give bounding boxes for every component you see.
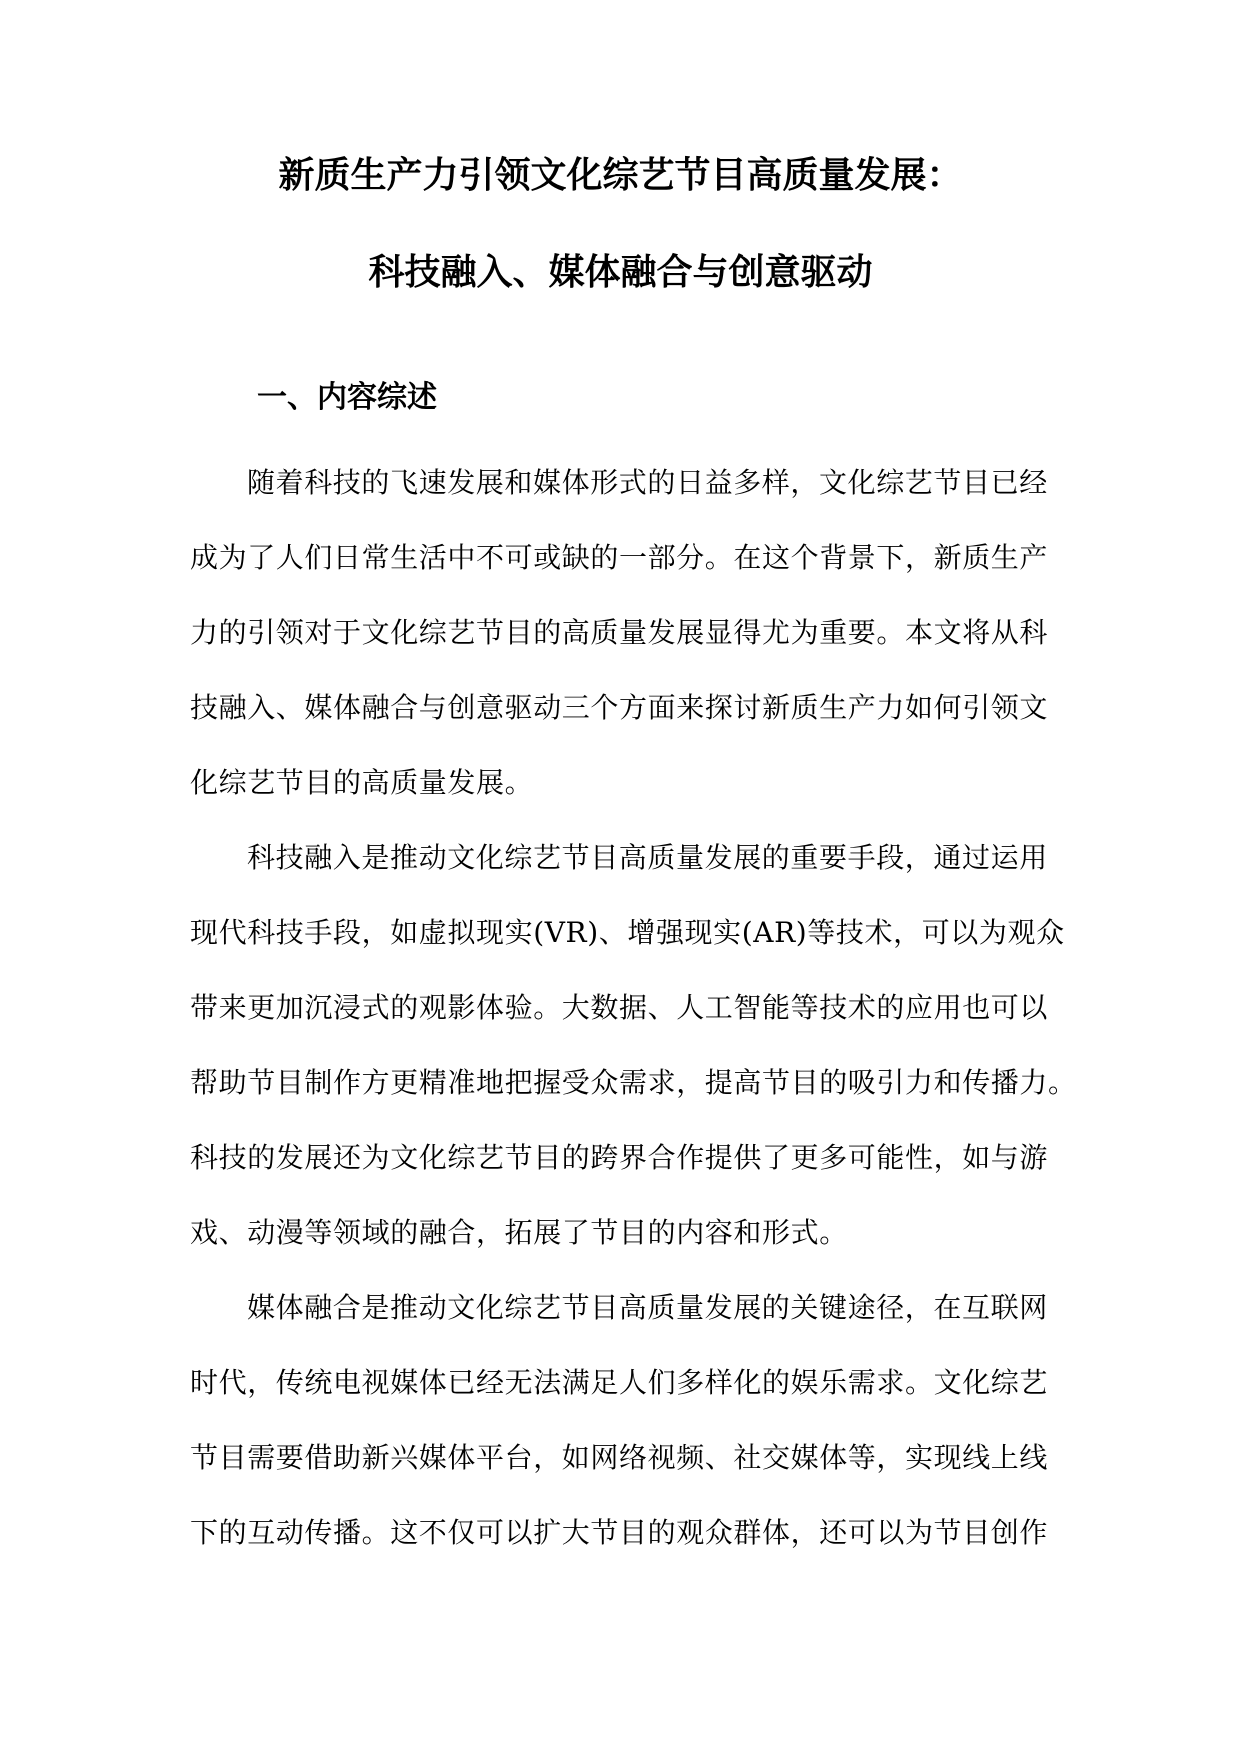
- document-title-line-2: 科技融入、媒体融合与创意驱动: [368, 252, 873, 293]
- paragraph-1: [190, 445, 1056, 820]
- paragraph-line: 力的引领对于文化综艺节目的高质量发展显得尤为重要。本文将从科: [190, 616, 1049, 649]
- paragraph-line: 媒体融合是推动文化综艺节目高质量发展的关键途径，在互联网: [247, 1291, 1048, 1324]
- paragraph-line: 下的互动传播。这不仅可以扩大节目的观众群体，还可以为节目创作: [190, 1516, 1049, 1549]
- body-text: [190, 445, 1077, 1570]
- paragraph-line: 带来更加沉浸式的观影体验。大数据、人工智能等技术的应用也可以: [190, 991, 1049, 1024]
- paragraph-line: 成为了人们日常生活中不可或缺的一部分。在这个背景下，新质生产: [190, 541, 1049, 574]
- paragraph-line: 戏、动漫等领域的融合，拓展了节目的内容和形式。: [190, 1216, 848, 1249]
- paragraph-line: 技融入、媒体融合与创意驱动三个方面来探讨新质生产力如何引领文: [190, 691, 1049, 724]
- paragraph-line: 随着科技的飞速发展和媒体形式的日益多样，文化综艺节目已经: [247, 466, 1048, 499]
- paragraph-line: 科技的发展还为文化综艺节目的跨界合作提供了更多可能性，如与游: [190, 1141, 1049, 1174]
- paragraph-line: 化综艺节目的高质量发展。: [190, 766, 534, 799]
- paragraph-line: 帮助节目制作方更精准地把握受众需求，提高节目的吸引力和传播力。: [190, 1066, 1077, 1099]
- paragraph-line: 节目需要借助新兴媒体平台，如网络视频、社交媒体等，实现线上线: [190, 1441, 1049, 1474]
- paragraph-line: 现代科技手段，如虚拟现实(VR)、增强现实(AR)等技术，可以为观众: [190, 916, 1065, 949]
- document-title-line-1: 新质生产力引领文化综艺节目高质量发展：: [278, 155, 963, 196]
- paragraph-line: 时代，传统电视媒体已经无法满足人们多样化的娱乐需求。文化综艺: [190, 1366, 1049, 1399]
- section-heading: 一、内容综述: [257, 380, 437, 415]
- paragraph-3: [190, 1270, 1056, 1570]
- paragraph-line: 科技融入是推动文化综艺节目高质量发展的重要手段，通过运用: [247, 841, 1048, 874]
- paragraph-2: [190, 820, 1077, 1270]
